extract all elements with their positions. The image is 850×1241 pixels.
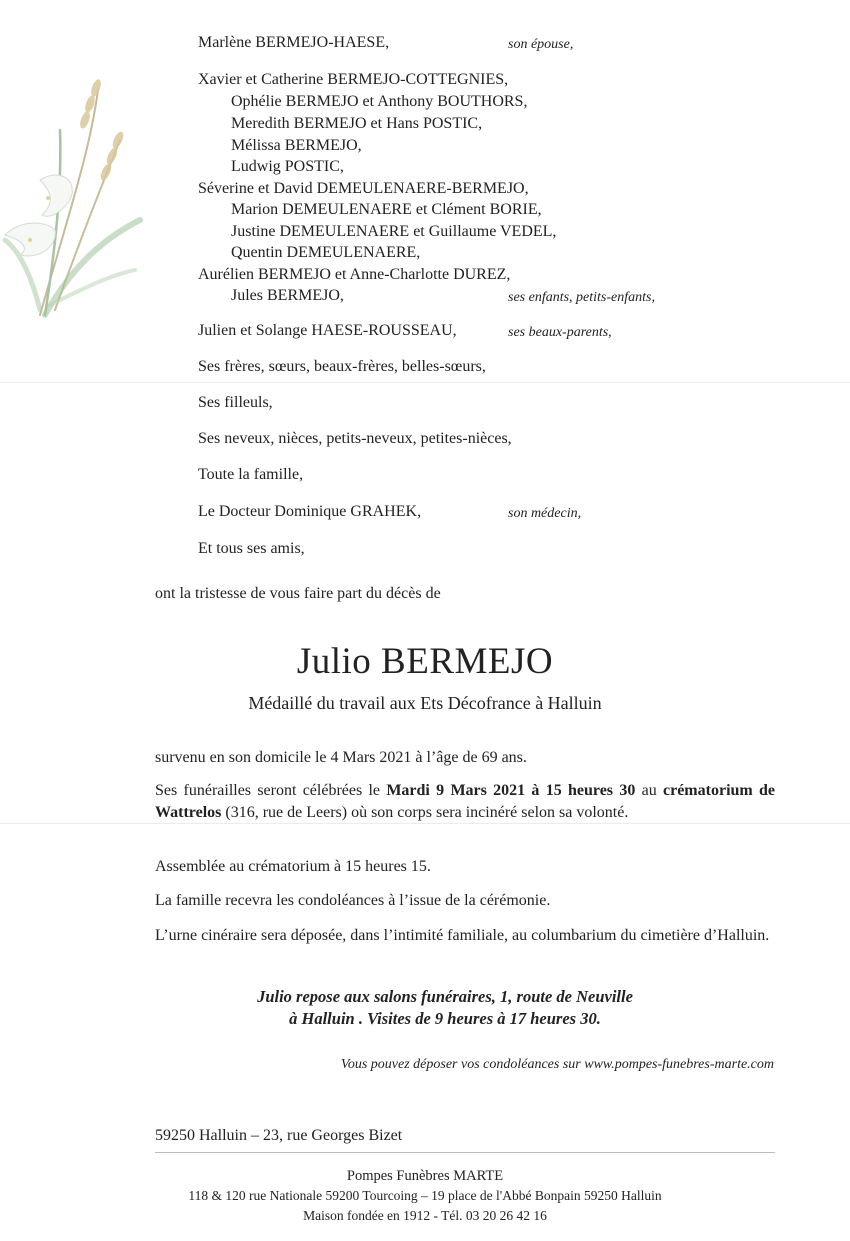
footer-divider: [155, 1152, 775, 1153]
footer-addresses: 118 & 120 rue Nationale 59200 Tourcoing – 19 place de l'Abbé Bonpain 59250 Halluin: [188, 1188, 662, 1203]
funeral-date: Mardi 9 Mars 2021 à 15 heures 30: [386, 782, 636, 799]
child-line-10: Aurélien BERMEJO et Anne-Charlotte DUREZ,: [198, 266, 511, 283]
doctor-name: Le Docteur Dominique GRAHEK,: [198, 503, 422, 520]
child-line-2: Ophélie BERMEJO et Anthony BOUTHORS,: [231, 93, 528, 110]
nephews-line: Ses neveux, nièces, petits-neveux, petites-nièces,: [198, 430, 512, 447]
footer-company: Pompes Funèbres MARTE: [346, 1168, 504, 1184]
godchildren-line: Ses filleuls,: [198, 394, 273, 411]
child-line-7: Marion DEMEULENAERE et Clément BORIE,: [231, 201, 542, 218]
family-address: 59250 Halluin – 23, rue Georges Bizet: [155, 1127, 403, 1144]
lily-flower-illustration: [0, 70, 145, 320]
child-line-6: Séverine et David DEMEULENAERE-BERMEJO,: [198, 180, 529, 197]
announcement-line: ont la tristesse de vous faire part du décès de: [155, 585, 441, 602]
child-line-11: Jules BERMEJO,: [231, 287, 344, 304]
funeral-text-2: au: [635, 782, 663, 799]
friends-line: Et tous ses amis,: [198, 540, 305, 557]
funeral-text-1: Ses funérailles seront célébrées le: [155, 782, 387, 799]
child-line-5: Ludwig POSTIC,: [231, 158, 344, 175]
condolences-line: La famille recevra les condoléances à l’issue de la cérémonie.: [155, 892, 551, 909]
in-laws-relation: ses beaux-parents,: [508, 325, 612, 340]
spouse-relation: son épouse,: [508, 37, 574, 52]
child-line-3: Meredith BERMEJO et Hans POSTIC,: [231, 115, 483, 132]
child-line-1: Xavier et Catherine BERMEJO-COTTEGNIES,: [198, 71, 509, 88]
urn-paragraph: L’urne cinéraire sera déposée, dans l’intimité familiale, au columbarium du cimetière d’Halluin.: [155, 927, 770, 944]
whole-family-line: Toute la famille,: [198, 466, 304, 483]
children-relation: ses enfants, petits-enfants,: [508, 290, 655, 305]
deceased-name: Julio BERMEJO: [296, 641, 554, 682]
rest-line-1: Julio repose aux salons funéraires, 1, route de Neuville: [257, 987, 633, 1006]
funeral-text-3: (316, rue de Leers) où son corps sera incinéré selon sa volonté.: [221, 804, 629, 821]
child-line-8: Justine DEMEULENAERE et Guillaume VEDEL,: [231, 223, 557, 240]
funeral-place: crématorium de Wattrelos: [155, 782, 776, 821]
child-line-4: Mélissa BERMEJO,: [231, 137, 362, 154]
assembly-line: Assemblée au crématorium à 15 heures 15.: [155, 858, 431, 875]
footer-founded: Maison fondée en 1912 - Tél. 03 20 26 42 16: [303, 1208, 547, 1223]
deceased-subtitle: Médaillé du travail aux Ets Décofrance à Halluin: [248, 693, 602, 713]
funeral-paragraph: [155, 780, 775, 824]
doctor-relation: son médecin,: [508, 506, 582, 521]
siblings-line: Ses frères, sœurs, beaux-frères, belles-sœurs,: [198, 358, 486, 375]
rest-line-2: à Halluin . Visites de 9 heures à 17 heures 30.: [289, 1009, 601, 1028]
paper-fold-line: [0, 382, 850, 383]
child-line-9: Quentin DEMEULENAERE,: [231, 244, 421, 261]
website-note: Vous pouvez déposer vos condoléances sur www.pompes-funebres-marte.com: [340, 1057, 774, 1072]
in-laws-name: Julien et Solange HAESE-ROUSSEAU,: [198, 322, 457, 339]
death-details: survenu en son domicile le 4 Mars 2021 à l’âge de 69 ans.: [155, 749, 527, 766]
spouse-name: Marlène BERMEJO-HAESE,: [198, 34, 390, 51]
